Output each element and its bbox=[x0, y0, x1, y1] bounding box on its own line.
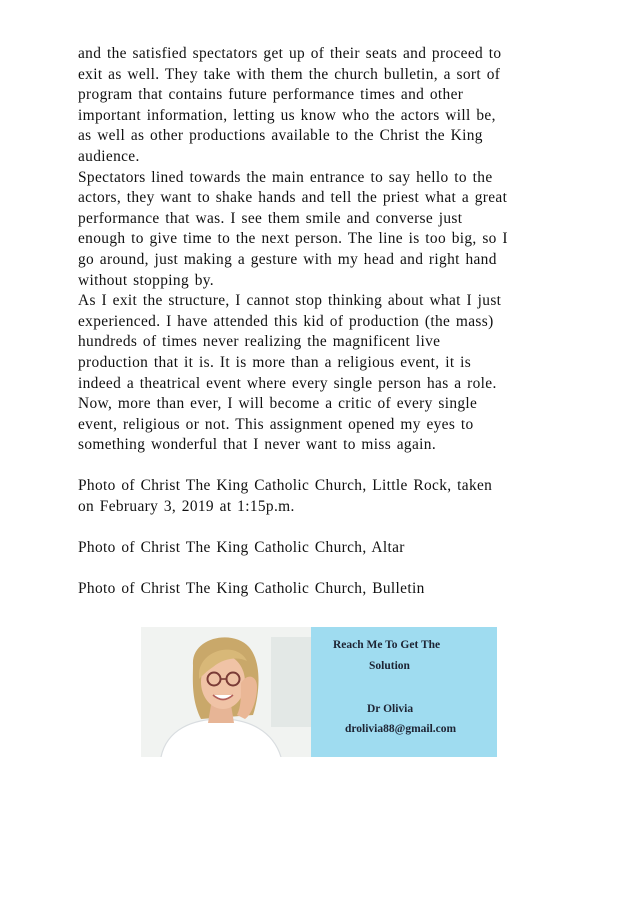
text-line: enough to give time to the next person. The line is too big, so I bbox=[78, 230, 508, 248]
text-line: actors, they want to shake hands and tell the priest what a great bbox=[78, 189, 508, 207]
text-line: without stopping by. bbox=[78, 271, 214, 289]
blank-line bbox=[78, 559, 568, 580]
banner-headline: Reach Me To Get The bbox=[333, 639, 441, 651]
text-line: event, religious or not. This assignment opened my eyes to bbox=[78, 415, 474, 433]
caption-line: Photo of Christ The King Catholic Church, Bulletin bbox=[78, 580, 425, 598]
text-line: something wonderful that I never want to miss again. bbox=[78, 436, 437, 454]
text-line: indeed a theatrical event where every single person has a role. bbox=[78, 374, 497, 392]
portrait-photo bbox=[141, 627, 311, 757]
body-text bbox=[78, 44, 568, 600]
contact-panel bbox=[311, 627, 497, 757]
text-line: and the satisfied spectators get up of their seats and proceed to bbox=[78, 45, 502, 62]
text-line: important information, letting us know who the actors will be, bbox=[78, 106, 496, 124]
text-line: Now, more than ever, I will become a critic of every single bbox=[78, 395, 478, 413]
text-line: audience. bbox=[78, 147, 140, 165]
text-line: production that it is. It is more than a religious event, it is bbox=[78, 353, 472, 371]
contact-email: drolivia88@gmail.com bbox=[345, 723, 457, 735]
caption-line: Photo of Christ The King Catholic Church, Altar bbox=[78, 539, 405, 557]
text-line: performance that was. I see them smile and converse just bbox=[78, 209, 463, 227]
text-line: as well as other productions available to the Christ the King bbox=[78, 127, 483, 145]
text-line: experienced. I have attended this kid of production (the mass) bbox=[78, 312, 494, 330]
text-line: As I exit the structure, I cannot stop thinking about what I just bbox=[78, 292, 502, 310]
banner-headline-2: Solution bbox=[369, 660, 410, 672]
caption-line: on February 3, 2019 at 1:15p.m. bbox=[78, 498, 295, 516]
blank-line bbox=[78, 518, 568, 539]
caption-line: Photo of Christ The King Catholic Church, Little Rock, taken bbox=[78, 477, 493, 495]
text-line: hundreds of times never realizing the magnificent live bbox=[78, 333, 441, 351]
contact-name: Dr Olivia bbox=[367, 703, 414, 715]
woman-portrait-icon bbox=[141, 627, 311, 757]
text-line: go around, just making a gesture with my head and right hand bbox=[78, 250, 497, 268]
text-line: exit as well. They take with them the church bulletin, a sort of bbox=[78, 65, 501, 83]
contact-banner bbox=[141, 627, 497, 757]
text-line: Spectators lined towards the main entrance to say hello to the bbox=[78, 168, 493, 186]
blank-line bbox=[78, 456, 568, 477]
text-line: program that contains future performance times and other bbox=[78, 86, 464, 104]
